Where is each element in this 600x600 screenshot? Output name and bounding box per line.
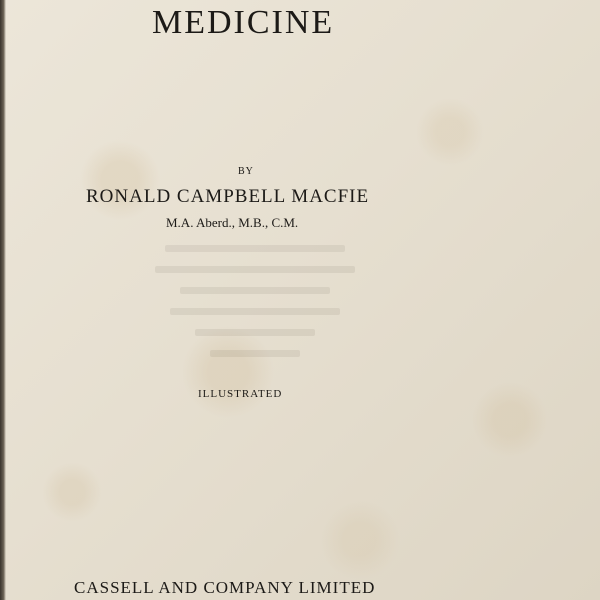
publisher-name: CASSELL AND COMPANY LIMITED [74, 578, 376, 597]
illustrated-note: ILLUSTRATED [198, 388, 283, 400]
bleed-through-text [150, 245, 360, 395]
by-line: BY [238, 166, 254, 177]
book-title: MEDICINE [152, 4, 335, 41]
author-name: RONALD CAMPBELL MACFIE [86, 186, 370, 207]
author-degrees: M.A. Aberd., M.B., C.M. [166, 215, 299, 230]
book-spine-edge [0, 0, 6, 600]
